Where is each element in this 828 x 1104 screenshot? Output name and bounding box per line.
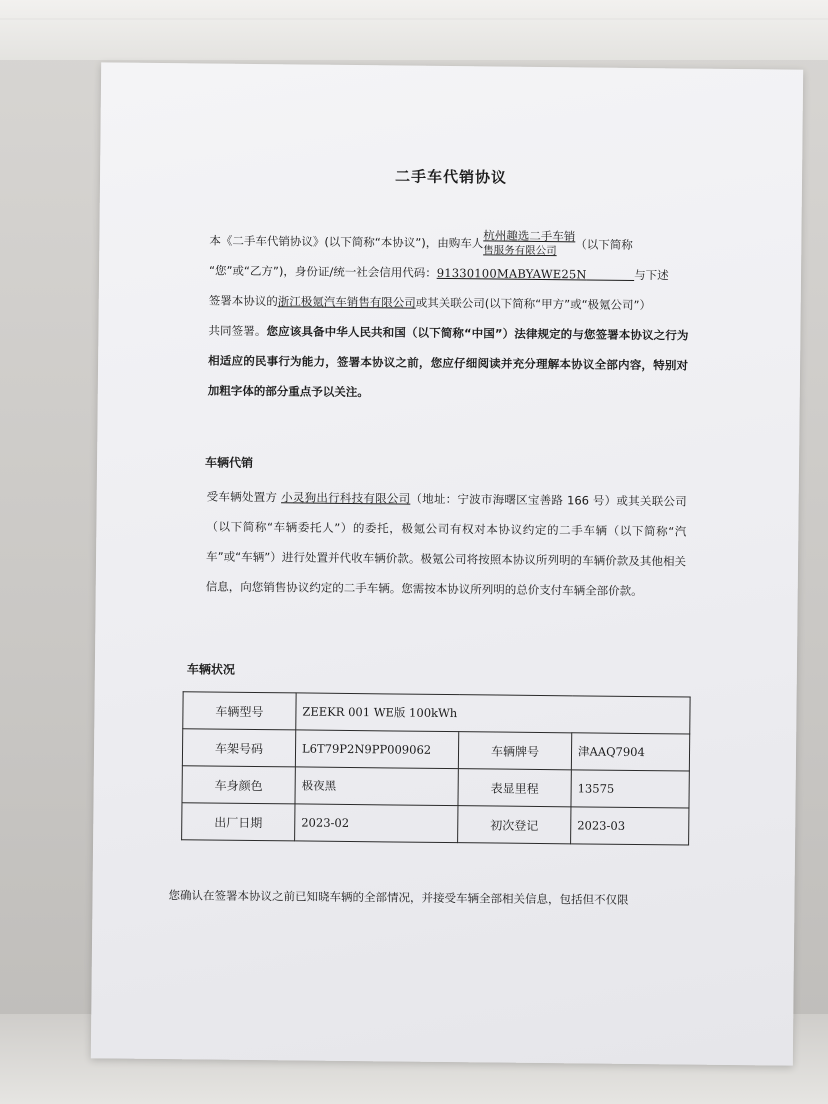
credit-code: 91330100MABYAWE25N <box>436 265 587 282</box>
label-reg-date: 初次登记 <box>458 806 571 844</box>
intro-paragraph <box>208 225 690 410</box>
seller-company: 浙江极氪汽车销售有限公司 <box>277 294 416 310</box>
value-color: 极夜黑 <box>295 767 458 806</box>
buyer-name <box>483 228 575 258</box>
consign-text-1: 受车辆处置方 <box>206 489 282 505</box>
intro-text-4: 与下述 <box>634 267 669 283</box>
label-model: 车辆型号 <box>183 692 296 730</box>
table-row <box>182 729 689 771</box>
value-plate: 津AAQ7904 <box>571 733 689 771</box>
label-plate: 车辆牌号 <box>458 732 571 770</box>
value-reg-date: 2023-03 <box>571 807 689 845</box>
consign-paragraph <box>206 481 687 606</box>
value-vin: L6T79P2N9PP009062 <box>295 730 458 769</box>
contract-paper <box>91 62 803 1065</box>
closing-paragraph: 您确认在签署本协议之前已知晓车辆的全部情况，并接受车辆全部相关信息，包括但不仅限 <box>168 888 629 907</box>
consignor-name: 小灵狗出行科技有限公司 <box>281 490 411 506</box>
table-row <box>182 766 689 808</box>
intro-bold-notice: 您应该具备中华人民共和国（以下简称“中国”）法律规定的与您签署本协议之行为相适应的民事行为能力，签署本协议之前，您应仔细阅读并充分理解本协议全部内容，特别对加粗字体的部分重点予以关注。 <box>207 324 689 400</box>
consign-heading: 车辆代销 <box>204 455 254 470</box>
label-mileage: 表显里程 <box>458 769 571 807</box>
intro-text-2: （以下简称 <box>575 237 633 252</box>
table-row <box>183 692 690 734</box>
label-mfg-date: 出厂日期 <box>182 803 295 841</box>
value-model: ZEEKR 001 WE版 100kWh <box>296 693 690 734</box>
value-mileage: 13575 <box>571 770 689 808</box>
intro-text-6: 或其关联公司(以下简称“甲方”或“极氪公司”） <box>415 295 652 313</box>
buyer-name-line1: 杭州趣选二手车销 <box>483 228 576 244</box>
desk-edge-line <box>0 18 828 20</box>
value-mfg-date: 2023-02 <box>295 804 458 843</box>
intro-text-5: 签署本协议的 <box>208 293 278 309</box>
desk-background-top <box>0 0 828 60</box>
document-title: 二手车代销协议 <box>394 167 508 187</box>
buyer-name-line2: 售服务有限公司 <box>483 244 557 258</box>
credit-code-blank <box>587 267 635 281</box>
consign-text-2: （地址：宁波市海曙区宝善路 166 号）或其关联公司（以下简称“车辆委托人”）的委托，极氪公司有权对本协议约定的二手车辆（以下简称“汽车”或“车辆”）进行处置并代收车辆价款。极氪公司将按照本协议所列明的车辆价款及其他相关信息，向您销售协议约定的二手车辆。您需按本协议所列明的总价支付车辆全部价款。 <box>205 491 687 599</box>
intro-text-7: 共同签署。 <box>208 323 267 339</box>
intro-text-1: 本《二手车代销协议》(以下简称“本协议”)，由购车人 <box>209 233 484 251</box>
label-vin: 车架号码 <box>182 729 295 767</box>
label-color: 车身颜色 <box>182 766 295 804</box>
table-row <box>182 803 689 845</box>
intro-text-3: “您”或“乙方”)，身份证/统一社会信用代码： <box>208 263 437 280</box>
status-heading: 车辆状况 <box>186 662 235 677</box>
vehicle-info-table <box>181 691 691 845</box>
